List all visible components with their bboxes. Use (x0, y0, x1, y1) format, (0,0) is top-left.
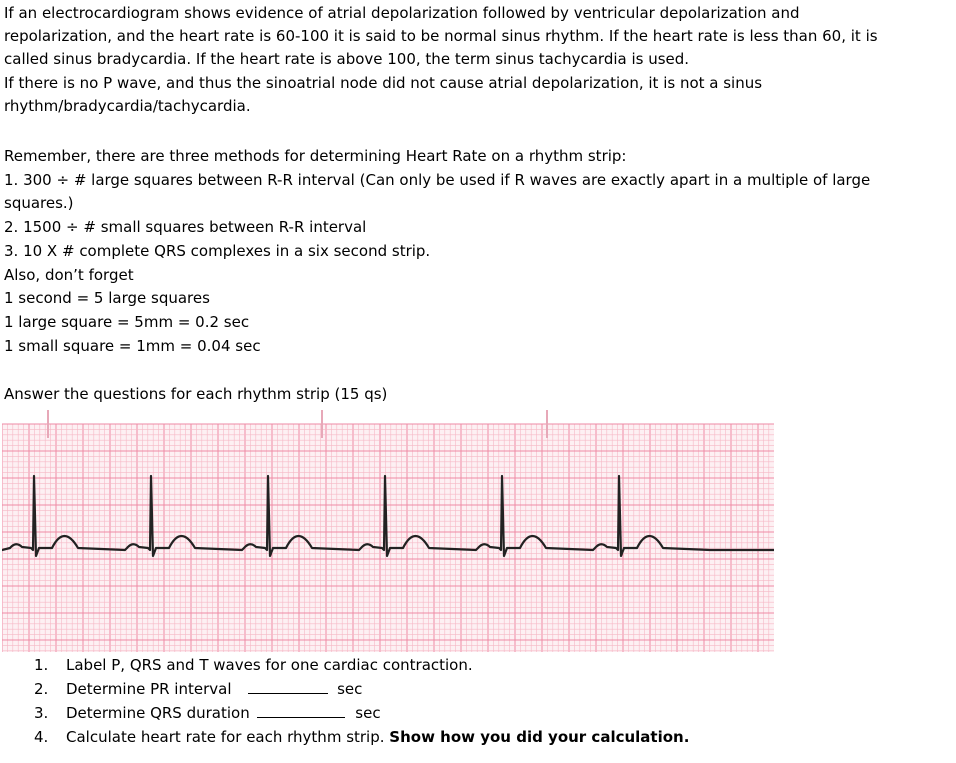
method-1-line-1: 1. 300 ÷ # large squares between R-R interval (Can only be used if R waves are exactly apart in a multiple of large (4, 171, 871, 189)
ecg-grid (2, 424, 774, 652)
question-1-number: 1. (34, 656, 49, 674)
intro-line-3: called sinus bradycardia. If the heart rate is above 100, the term sinus tachycardia is used. (4, 50, 690, 68)
ecg-rhythm-strip (2, 410, 774, 652)
intro-line-5: rhythm/bradycardia/tachycardia. (4, 97, 251, 115)
conversion-1: 1 second = 5 large squares (4, 289, 210, 307)
qrs-duration-answer-blank[interactable] (257, 703, 345, 718)
method-2: 2. 1500 ÷ # small squares between R-R interval (4, 218, 367, 236)
method-1-line-2: squares.) (4, 194, 74, 212)
question-1-text: Label P, QRS and T waves for one cardiac contraction. (66, 656, 473, 674)
question-1 (34, 654, 473, 676)
method-3: 3. 10 X # complete QRS complexes in a six second strip. (4, 242, 431, 260)
pr-interval-answer-blank[interactable] (248, 679, 328, 694)
conversion-2: 1 large square = 5mm = 0.2 sec (4, 313, 250, 331)
instruction: Answer the questions for each rhythm strip (15 qs) (4, 385, 388, 403)
methods-heading: Remember, there are three methods for determining Heart Rate on a rhythm strip: (4, 147, 627, 165)
question-3 (34, 702, 381, 724)
question-4-emphasis: Show how you did your calculation. (389, 728, 690, 746)
question-2-unit: sec (337, 680, 363, 698)
intro-line-4: If there is no P wave, and thus the sinoatrial node did not cause atrial depolarization, it is not a sinus (4, 74, 763, 92)
question-4 (34, 726, 689, 748)
intro-line-2: repolarization, and the heart rate is 60-100 it is said to be normal sinus rhythm. If the heart rate is less than 60, it is (4, 27, 878, 45)
question-3-text: Determine QRS duration (66, 704, 250, 722)
question-2-text: Determine PR interval (66, 680, 232, 698)
question-3-number: 3. (34, 704, 49, 722)
question-3-unit: sec (355, 704, 381, 722)
question-4-number: 4. (34, 728, 49, 746)
conversion-3: 1 small square = 1mm = 0.04 sec (4, 337, 261, 355)
question-2 (34, 678, 362, 700)
question-2-number: 2. (34, 680, 49, 698)
reminder: Also, don’t forget (4, 266, 134, 284)
question-4-text: Calculate heart rate for each rhythm strip. (66, 728, 385, 746)
ecg-background (2, 424, 774, 652)
intro-line-1: If an electrocardiogram shows evidence of atrial depolarization followed by ventricular depolarization and (4, 4, 800, 22)
